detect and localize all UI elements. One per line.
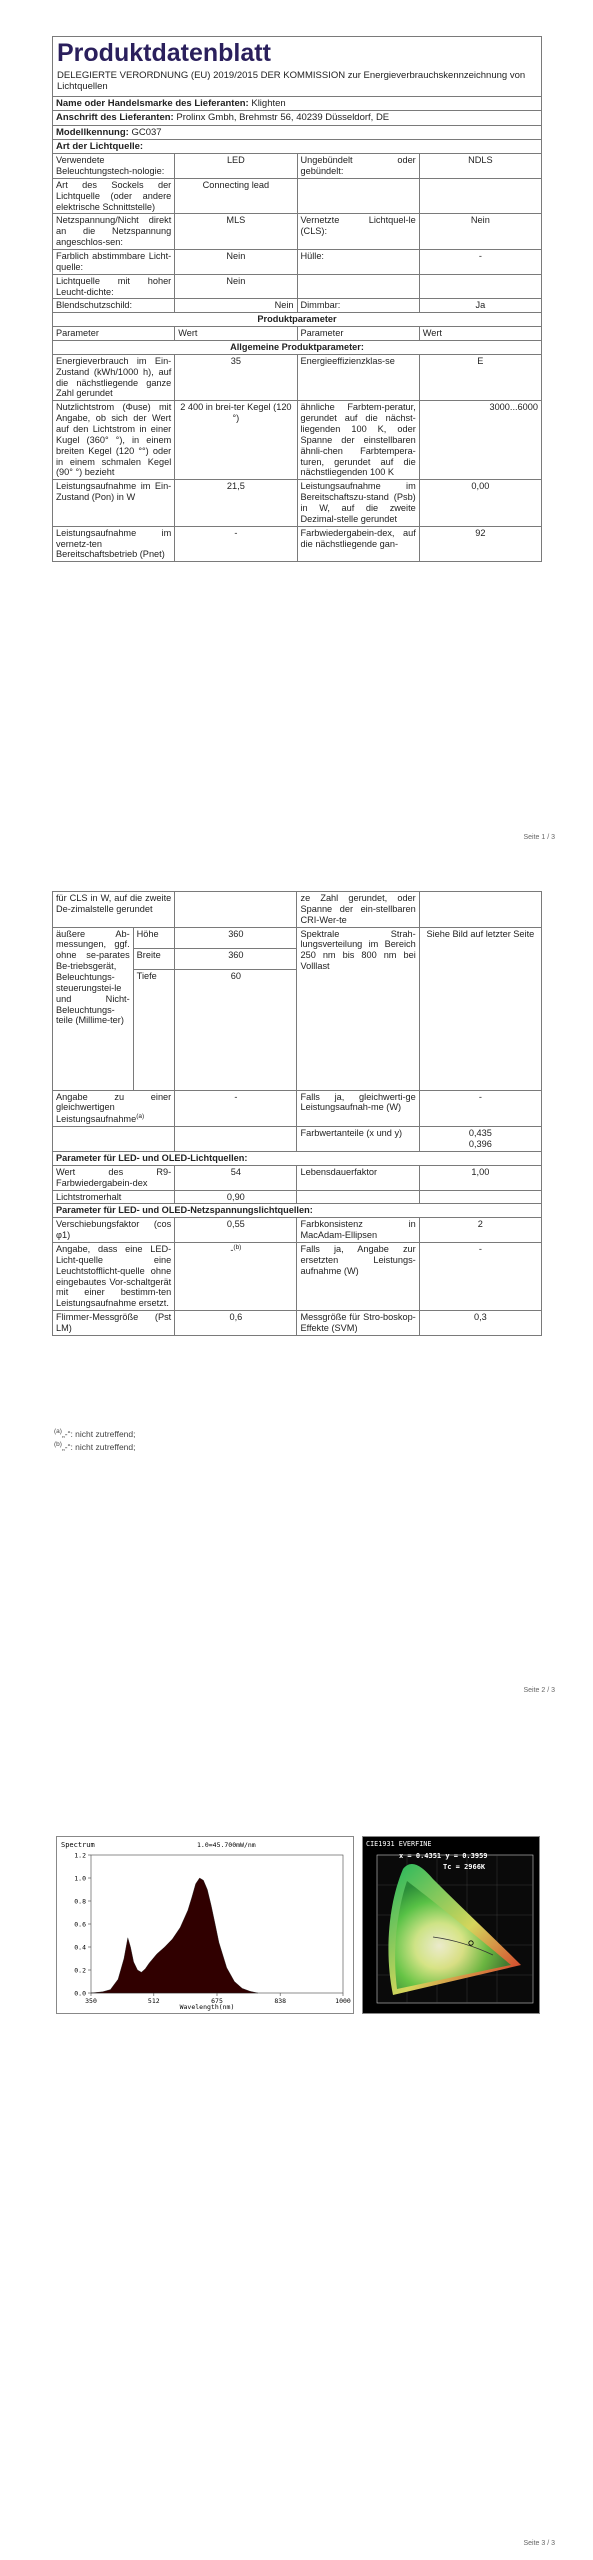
title-cell <box>53 37 542 97</box>
supplier-address-value: Prolinx Gmbh, Brehmstr 56, 40239 Düsseldorf, DE <box>176 112 390 124</box>
supplier-name-label: Name oder Handelsmarke des Lieferanten: <box>56 98 249 110</box>
row-value: NDLS <box>419 154 541 179</box>
footnote-marker: (b) <box>54 1441 62 1449</box>
x-tick-label: 350 <box>85 1997 97 2005</box>
row-label: Dimmbar: <box>297 299 419 313</box>
table-row <box>53 1190 542 1204</box>
dimension-name: Höhe <box>133 927 175 948</box>
row-value: 1,00 <box>419 1165 541 1190</box>
page-1 <box>0 0 593 853</box>
row-value: Nein <box>175 299 297 313</box>
table-row <box>53 1242 542 1310</box>
row-value: - <box>175 526 297 562</box>
row-label: Nutzlichtstrom (Φuse) mit Angabe, ob sich der Wert auf den Lichtstrom in einer Kugel (360° °), in einem breiten Kegel (120 °°) oder in einem schmalen Kegel (90° °) bezieht <box>53 401 175 480</box>
row-value: 0,90 <box>175 1190 297 1204</box>
table-row <box>53 401 542 480</box>
spectrum-xlabel: Wavelength(nm) <box>179 2003 235 2011</box>
dimensions-row <box>53 927 542 948</box>
column-header: Parameter <box>297 327 419 341</box>
row-value: - <box>175 1090 297 1127</box>
row-label: Messgröße für Stro-boskop-Effekte (SVM) <box>297 1311 419 1336</box>
row-value: 2 <box>419 1218 541 1243</box>
cie-xy-label: x = 0.4351 y = 0.3959 <box>399 1852 488 1860</box>
supplier-address-label: Anschrift des Lieferanten: <box>56 112 174 124</box>
mls-parameters-heading: Parameter für LED- und OLED-Netzspannungslichtquellen: <box>53 1204 542 1218</box>
x-tick-label: 1000 <box>335 1997 351 2005</box>
row-label: Spektrale Strah-lungsverteilung im Bereich 250 nm bis 800 nm bei Volllast <box>297 927 419 1090</box>
led-parameters-heading: Parameter für LED- und OLED-Lichtquellen: <box>53 1151 542 1165</box>
light-source-type-heading: Art der Lichtquelle: <box>53 139 542 153</box>
row-value: 35 <box>175 354 297 400</box>
row-value: 2 400 in brei-ter Kegel (120 °) <box>175 401 297 480</box>
row-value: 0,00 <box>419 480 541 526</box>
table-row <box>53 1218 542 1243</box>
table-row <box>53 1311 542 1336</box>
row-value: Nein <box>419 214 541 250</box>
footnote-text: „-“: nicht zutreffend; <box>61 1441 136 1452</box>
row-label: Vernetzte Lichtquel-le (CLS): <box>297 214 419 250</box>
column-header: Parameter <box>53 327 175 341</box>
row-value: 21,5 <box>175 480 297 526</box>
y-tick-label: 1.0 <box>74 1874 86 1883</box>
row-value <box>419 1127 541 1152</box>
row-label: Flimmer-Messgröße (Pst LM) <box>53 1311 175 1336</box>
footnotes <box>54 1427 136 1453</box>
model-label: Modellkennung: <box>56 126 129 138</box>
footnote-marker: (a) <box>136 1113 145 1121</box>
row-value-text: - <box>230 1245 234 1256</box>
row-value: MLS <box>175 214 297 250</box>
row-label: Falls ja, Angabe zur ersetzten Leistungs-aufnahme (W) <box>297 1242 419 1310</box>
row-value: Connecting lead <box>175 178 297 214</box>
row-label <box>297 1190 419 1204</box>
cie-diagram <box>362 1836 540 2014</box>
row-label-text: Angabe zu einer gleichwertigen Leistungsaufnahme <box>56 1091 172 1125</box>
row-value: - <box>419 1090 541 1127</box>
y-tick-label: 0.2 <box>74 1966 86 1975</box>
page-footer: Seite 1 / 3 <box>523 834 555 841</box>
supplier-address-row <box>53 111 542 125</box>
spectrum-peak-label: 1.0=45.700mW/nm <box>197 1841 256 1849</box>
row-label: Farbwertanteile (x und y) <box>297 1127 419 1152</box>
row-value: Nein <box>175 249 297 274</box>
row-label: Energieverbrauch im Ein-Zustand (kWh/1000 h), auf die nächstliegende ganze Zahl gerundet <box>53 354 175 400</box>
row-value <box>419 274 541 299</box>
row-label: Lichtquelle mit hoher Leucht-dichte: <box>53 274 175 299</box>
row-label: ähnliche Farbtem-peratur, gerundet auf die nächst-liegenden 100 K, oder Spanne der einstellbaren ähnli-chen Farbtempera-turen, gerundet auf die nächstliegenden 100 K <box>297 401 419 480</box>
row-value: Siehe Bild auf letzter Seite <box>419 927 541 1090</box>
table-row <box>53 1165 542 1190</box>
row-label: Hülle: <box>297 249 419 274</box>
table-row <box>53 1127 542 1152</box>
product-data-table-part-2 <box>52 891 542 1336</box>
x-tick-label: 838 <box>274 1997 287 2005</box>
table-row <box>53 178 542 214</box>
y-tick-label: 1.2 <box>74 1851 86 1860</box>
table-row <box>53 299 542 313</box>
table-row <box>53 249 542 274</box>
supplier-name-row <box>53 97 542 111</box>
y-tick-label: 0.0 <box>74 1989 86 1998</box>
model-row <box>53 125 542 139</box>
footnote-marker: (a) <box>54 1428 62 1435</box>
row-value: 54 <box>175 1165 297 1190</box>
row-label: Verschiebungsfaktor (cos φ1) <box>53 1218 175 1243</box>
cie-svg <box>363 1837 539 2013</box>
footnote-text: „-“: nicht zutreffend; <box>61 1428 136 1439</box>
spectrum-chart <box>56 1836 354 2014</box>
row-label: Lichtstromerhalt <box>53 1190 175 1204</box>
row-label: Ungebündelt oder gebündelt: <box>297 154 419 179</box>
type-rows <box>53 154 542 313</box>
x-tick-label: 675 <box>211 1997 223 2005</box>
spectrum-svg <box>57 1837 353 2013</box>
general-parameters-heading: Allgemeine Produktparameter: <box>53 340 542 354</box>
y-tick-label: 0.4 <box>74 1943 86 1952</box>
row-value <box>175 1242 297 1310</box>
row-label: Farbkonsistenz in MacAdam-Ellipsen <box>297 1218 419 1243</box>
page-footer: Seite 3 / 3 <box>523 2540 555 2547</box>
row-label <box>53 1090 175 1127</box>
row-value <box>175 1127 297 1152</box>
row-label: Leistungsaufnahme im Bereitschaftszu-stand (Psb) in W, auf die zweite Dezimal-stelle gerundet <box>297 480 419 526</box>
column-header: Wert <box>175 327 297 341</box>
row-value: 0,3 <box>419 1311 541 1336</box>
column-header: Wert <box>419 327 541 341</box>
table-row <box>53 1090 542 1127</box>
row-value: - <box>419 249 541 274</box>
row-value: E <box>419 354 541 400</box>
table-row <box>53 526 542 562</box>
dimension-name: Breite <box>133 948 175 969</box>
table-row <box>53 274 542 299</box>
row-value <box>419 178 541 214</box>
document-subtitle: DELEGIERTE VERORDNUNG (EU) 2019/2015 DER KOMMISSION zur Energieverbrauchskennzeichnung von Lichtquellen <box>57 69 526 93</box>
row-value: - <box>419 1242 541 1310</box>
row-label-continued: für CLS in W, auf die zweite De-zimalstelle gerundet <box>53 892 175 928</box>
dimension-name: Tiefe <box>133 969 175 1090</box>
row-value: 92 <box>419 526 541 562</box>
row-label: Angabe, dass eine LED-Licht-quelle eine Leuchtstofflicht-quelle ohne eingebautes Vor-schaltgerät mit einer bestimm-ten Leistungsaufnahme ersetzt. <box>53 1242 175 1310</box>
row-label: Art des Sockels der Lichtquelle (oder andere elektrische Schnittstelle) <box>53 178 175 214</box>
row-label: Energieeffizienzklas-se <box>297 354 419 400</box>
row-value: 0,55 <box>175 1218 297 1243</box>
y-tick-label: 0.8 <box>74 1897 86 1906</box>
dimension-value: 60 <box>175 969 297 1090</box>
dimensions-label: äußere Ab-messungen, ggf. ohne se-parates Be-triebsgerät, Beleuchtungs-steuerungstei-le und Nicht-Beleuchtungs-teile (Millime-ter) <box>53 927 134 1090</box>
row-value: 3000...6000 <box>419 401 541 480</box>
table-row <box>53 480 542 526</box>
row-label <box>53 1127 175 1152</box>
column-header-row <box>53 327 542 341</box>
document-title: Produktdatenblatt <box>57 39 271 67</box>
row-value: 0,6 <box>175 1311 297 1336</box>
footnote <box>54 1440 136 1453</box>
row-label: Wert des R9-Farbwiedergabein-dex <box>53 1165 175 1190</box>
row-label: Farblich abstimmbare Licht-quelle: <box>53 249 175 274</box>
row-label <box>297 178 419 214</box>
dimension-value: 360 <box>175 927 297 948</box>
row-label: Verwendete Beleuchtungstech-nologie: <box>53 154 175 179</box>
row-label: Leistungsaufnahme im Ein-Zustand (Pon) in W <box>53 480 175 526</box>
dimension-value: 360 <box>175 948 297 969</box>
product-data-table-part-1 <box>52 36 542 562</box>
spectrum-curve <box>91 1878 258 1993</box>
page-3 <box>0 1706 593 2559</box>
row-label: Leistungsaufnahme im vernetz-ten Bereitschaftsbetrieb (Pnet) <box>53 526 175 562</box>
row-value <box>419 1190 541 1204</box>
cie-tc-label: Tc = 2966K <box>443 1863 486 1871</box>
row-label: Lebensdauerfaktor <box>297 1165 419 1190</box>
y-tick-label: 0.6 <box>74 1920 86 1929</box>
table-row <box>53 354 542 400</box>
supplier-name-value: Klighten <box>251 98 286 110</box>
table-row <box>53 154 542 179</box>
table-row <box>53 892 542 928</box>
row-label <box>297 274 419 299</box>
row-value: LED <box>175 154 297 179</box>
chromaticity-y: 0,396 <box>468 1139 492 1150</box>
row-label-continued: ze Zahl gerundet, oder Spanne der ein-stellbaren CRI-Wer-te <box>297 892 419 928</box>
row-label: Farbwiedergabein-dex, auf die nächstliegende gan- <box>297 526 419 562</box>
chromaticity-x: 0,435 <box>468 1128 492 1139</box>
footnote <box>54 1427 136 1440</box>
cie-title: CIE1931 EVERFINE <box>366 1840 432 1848</box>
row-label: Falls ja, gleichwerti-ge Leistungsaufnah-me (W) <box>297 1090 419 1127</box>
footnote-marker: (b) <box>233 1243 242 1251</box>
row-label: Blendschutzschild: <box>53 299 175 313</box>
page-2 <box>0 853 593 1706</box>
row-label: Netzspannung/Nicht direkt an die Netzspannung angeschlos-sen: <box>53 214 175 250</box>
model-value: GC037 <box>131 126 162 138</box>
row-value: Ja <box>419 299 541 313</box>
page-footer: Seite 2 / 3 <box>523 1687 555 1694</box>
spectrum-title: Spectrum <box>61 1841 95 1849</box>
product-parameters-heading: Produktparameter <box>53 313 542 327</box>
table-row <box>53 214 542 250</box>
x-tick-label: 512 <box>147 1997 160 2005</box>
row-value: Nein <box>175 274 297 299</box>
